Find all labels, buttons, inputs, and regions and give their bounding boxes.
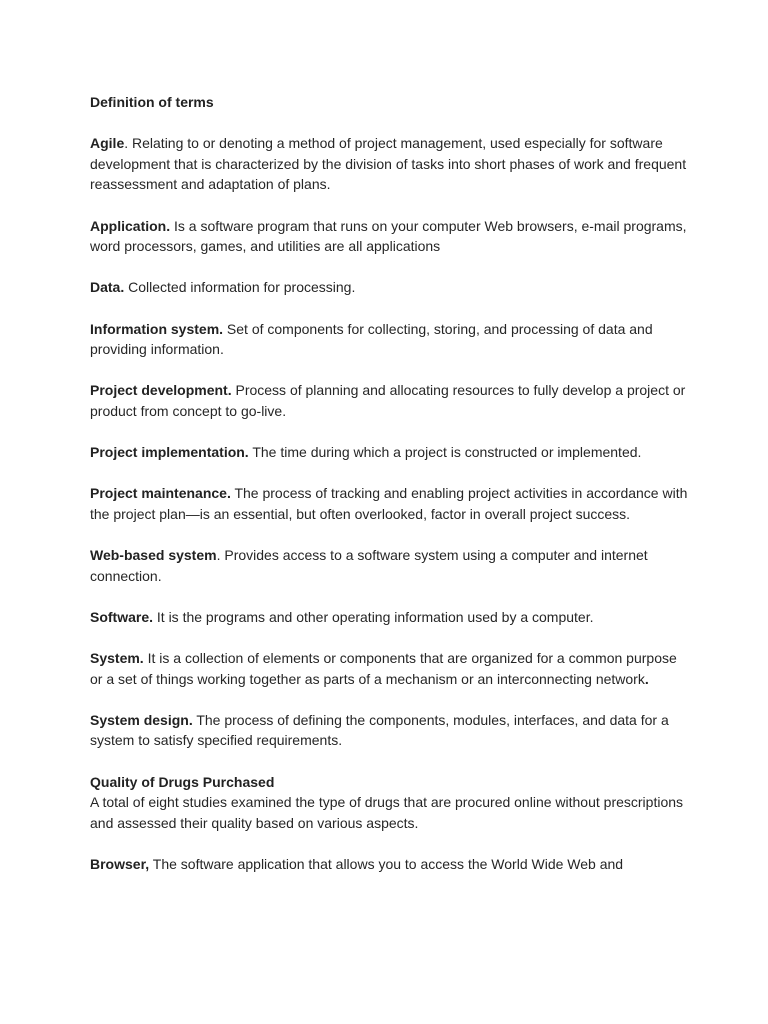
definition-agile (90, 133, 690, 195)
definition-text: . Provides access to a software system using a computer and internet connection. (90, 547, 648, 584)
definition-text: Collected information for processing. (124, 279, 356, 296)
section-quality-of-drugs (90, 772, 690, 834)
term-label: Web-based system (90, 547, 217, 564)
term-label: Project development. (90, 382, 232, 399)
definition-text: The software application that allows you to access the World Wide Web and (149, 855, 624, 872)
term-label: System design. (90, 711, 193, 728)
definition-text: The process of defining the components, modules, interfaces, and data for a system to satisfy specified requirements. (90, 711, 669, 749)
definition-project-development (90, 380, 690, 421)
definition-web-based-system (90, 545, 690, 586)
definition-text: Process of planning and allocating resources to fully develop a project or product from concept to go-live. (90, 382, 686, 419)
definition-tail: . (644, 670, 649, 687)
term-label: Information system. (90, 320, 224, 337)
term-label: Browser, (90, 855, 150, 872)
term-label: Project implementation. (90, 444, 249, 461)
term-label: System. (90, 650, 144, 667)
term-label: Data. (90, 279, 125, 296)
definition-system (90, 648, 690, 689)
definition-data (90, 277, 690, 298)
section-text: A total of eight studies examined the type of drugs that are procured online without prescriptions and assessed their quality based on various aspects. (90, 794, 684, 831)
definition-project-maintenance (90, 483, 690, 524)
definition-text: The process of tracking and enabling project activities in accordance with the project plan—is an essential, but often overlooked, factor in overall project success. (90, 485, 688, 522)
definition-software (90, 607, 690, 628)
definition-text: . Relating to or denoting a method of project management, used especially for software development that is characterized by the division of tasks into short phases of work and frequent reassessment and adaptation of plans. (90, 135, 687, 193)
term-label: Project maintenance. (90, 485, 231, 502)
definition-project-implementation (90, 442, 690, 463)
definition-text: It is the programs and other operating information used by a computer. (153, 608, 594, 625)
definition-text: Is a software program that runs on your computer Web browsers, e-mail programs, word processors, games, and utilities are all applications (90, 217, 687, 255)
definition-information-system (90, 319, 690, 360)
definition-system-design (90, 710, 690, 751)
definition-application (90, 216, 690, 257)
definition-text: It is a collection of elements or components that are organized for a common purpose or a set of things working together as parts of a mechanism or an interconnecting network (90, 650, 677, 687)
definition-browser (90, 854, 690, 875)
document-page (90, 92, 690, 895)
definition-text: The time during which a project is constructed or implemented. (248, 444, 642, 461)
term-label: Agile (90, 135, 125, 152)
term-label: Software. (90, 608, 154, 625)
definition-text: Set of components for collecting, storing, and processing of data and providing information. (90, 320, 653, 358)
section-heading: Quality of Drugs Purchased (90, 773, 275, 790)
term-label: Application. (90, 217, 171, 234)
document-title: Definition of terms (90, 94, 214, 110)
